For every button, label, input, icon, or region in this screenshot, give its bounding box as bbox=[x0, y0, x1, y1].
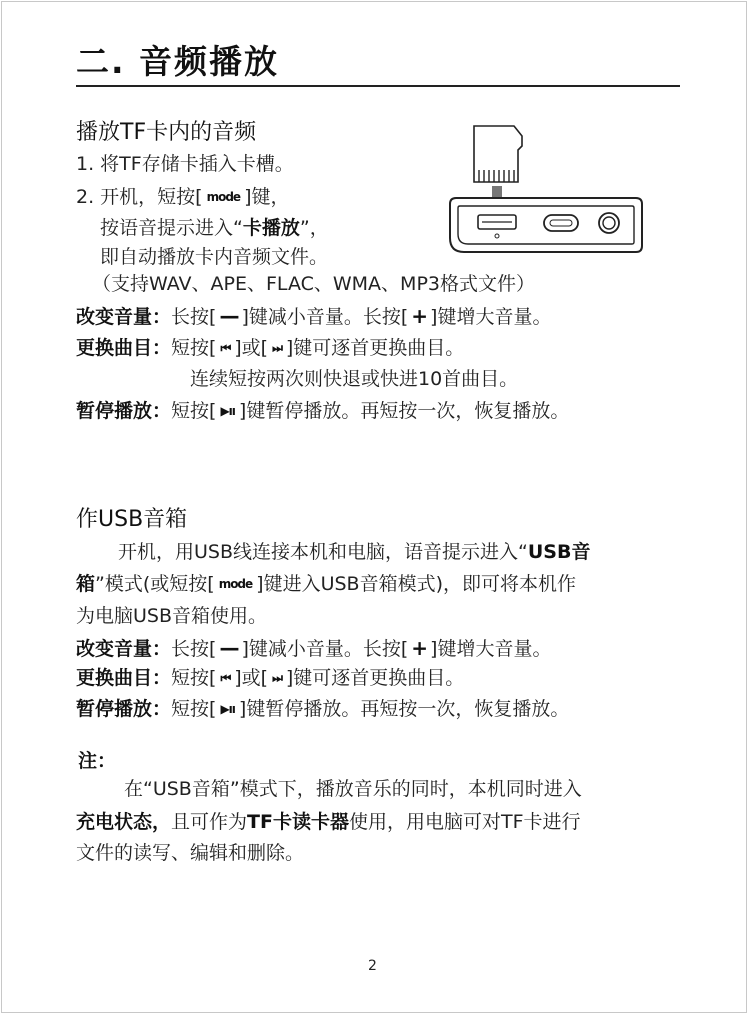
text-segment: ]键增大音量。 bbox=[430, 306, 552, 328]
pause-label: 暂停播放： bbox=[76, 698, 172, 720]
text-segment: 使用，用电脑可对TF卡进行 bbox=[348, 811, 581, 833]
text-segment: ”模式(或短按[ bbox=[95, 573, 215, 595]
usb-pause-row bbox=[76, 694, 569, 724]
text-segment: 且可作为 bbox=[171, 811, 248, 833]
mode-key-label: mode bbox=[218, 577, 253, 591]
usb-section-heading: 作USB音箱 bbox=[76, 507, 188, 532]
text-segment: ]键暂停播放。再短按一次，恢复播放。 bbox=[238, 698, 570, 720]
usb-track-row bbox=[76, 663, 464, 693]
text-segment: 2. 开机，短按[ bbox=[76, 186, 203, 208]
supported-formats-note: （支持WAV、APE、FLAC、WMA、MP3格式文件） bbox=[92, 273, 535, 295]
page-number: 2 bbox=[368, 958, 377, 974]
tf-step-2-line-2 bbox=[100, 213, 329, 243]
charging-state-label: 充电状态， bbox=[76, 811, 172, 833]
text-segment: 长按[ bbox=[171, 638, 217, 660]
tf-step-1: 1. 将TF存储卡插入卡槽。 bbox=[76, 153, 294, 175]
text-segment: 开机，用USB线连接本机和电脑，语音提示进入“ bbox=[118, 541, 528, 563]
usb-volume-row bbox=[76, 633, 551, 664]
text-segment: ]键进入USB音箱模式)，即可将本机作 bbox=[256, 573, 576, 595]
text-segment: 长按[ bbox=[171, 306, 217, 328]
plus-key-icon: + bbox=[411, 304, 428, 328]
title-underline bbox=[76, 85, 680, 87]
track-label: 更换曲目： bbox=[76, 337, 172, 359]
device-illustration bbox=[448, 124, 644, 260]
text-segment: ]键， bbox=[244, 186, 290, 208]
card-reader-label: TF卡读卡器 bbox=[247, 811, 349, 833]
previous-track-icon: ⏮ bbox=[220, 671, 231, 685]
volume-label: 改变音量： bbox=[76, 306, 172, 328]
play-pause-icon: ▶ıı bbox=[220, 702, 235, 716]
volume-label: 改变音量： bbox=[76, 638, 172, 660]
previous-track-icon: ⏮ bbox=[220, 341, 231, 355]
text-segment: 短按[ bbox=[171, 698, 217, 720]
tf-track-row-2: 连续短按两次则快退或快进10首曲目。 bbox=[190, 368, 519, 390]
sd-card-icon bbox=[474, 126, 522, 182]
text-segment: ]键暂停播放。再短按一次，恢复播放。 bbox=[238, 400, 570, 422]
tf-section-heading: 播放TF卡内的音频 bbox=[76, 120, 257, 145]
tf-volume-row bbox=[76, 301, 551, 332]
text-segment: 短按[ bbox=[171, 400, 217, 422]
next-track-icon: ⏭ bbox=[272, 341, 282, 355]
minus-key-icon: — bbox=[219, 636, 239, 660]
mode-key-label: mode bbox=[206, 190, 241, 204]
section-title: 二. 音频播放 bbox=[76, 42, 280, 81]
card-play-mode-label: 卡播放 bbox=[242, 217, 300, 239]
tf-step-2-line-1 bbox=[76, 182, 290, 212]
pause-label: 暂停播放： bbox=[76, 400, 172, 422]
text-segment: ]键可逐首更换曲目。 bbox=[285, 337, 465, 359]
text-segment: ]键可逐首更换曲目。 bbox=[285, 667, 465, 689]
tf-track-row bbox=[76, 333, 464, 363]
usb-speaker-mode-label-end: 箱 bbox=[76, 573, 96, 595]
plus-key-icon: + bbox=[411, 636, 428, 660]
text-segment: ]或[ bbox=[234, 337, 269, 359]
minus-key-icon: — bbox=[219, 304, 239, 328]
device-ports-icon bbox=[450, 198, 642, 252]
text-segment: ]键减小音量。长按[ bbox=[241, 306, 409, 328]
tf-step-2-line-3: 即自动播放卡内音频文件。 bbox=[100, 246, 329, 268]
note-line-3: 文件的读写、编辑和删除。 bbox=[76, 842, 305, 864]
note-line-1: 在“USB音箱”模式下，播放音乐的同时，本机同时进入 bbox=[124, 778, 582, 800]
text-segment: 短按[ bbox=[171, 337, 217, 359]
play-pause-icon: ▶ıı bbox=[220, 404, 235, 418]
text-segment: 短按[ bbox=[171, 667, 217, 689]
note-label: 注： bbox=[78, 750, 117, 772]
text-segment: ]键减小音量。长按[ bbox=[241, 638, 409, 660]
track-label: 更换曲目： bbox=[76, 667, 172, 689]
tf-pause-row bbox=[76, 396, 569, 426]
note-line-2 bbox=[76, 807, 581, 837]
usb-paragraph-line-2 bbox=[76, 569, 576, 599]
text-segment: ]或[ bbox=[234, 667, 269, 689]
text-segment: ”， bbox=[299, 217, 329, 239]
usb-paragraph-line-3: 为电脑USB音箱使用。 bbox=[76, 605, 268, 627]
text-segment: 按语音提示进入“ bbox=[100, 217, 243, 239]
next-track-icon: ⏭ bbox=[272, 671, 282, 685]
usb-paragraph-line-1 bbox=[118, 537, 590, 567]
text-segment: ]键增大音量。 bbox=[430, 638, 552, 660]
usb-speaker-mode-label: USB音 bbox=[527, 541, 591, 563]
